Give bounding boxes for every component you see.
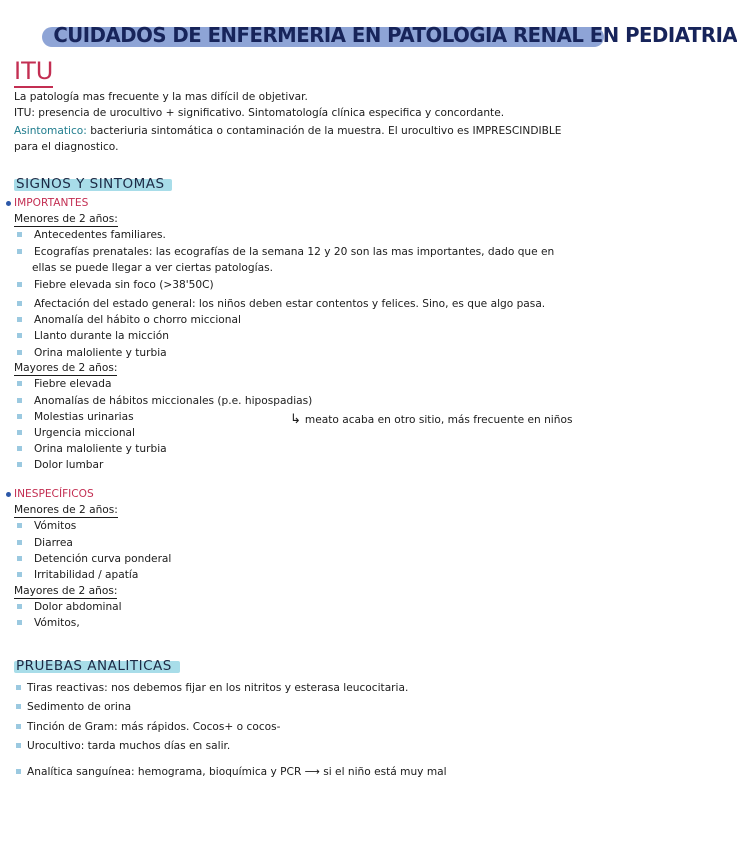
square-bullet-icon bbox=[17, 317, 22, 322]
square-bullet-icon bbox=[16, 724, 21, 729]
importantes-menores-label: Menores de 2 años: bbox=[14, 213, 118, 225]
list-item: Ecografías prenatales: las ecografías de la semana 12 y 20 son las mas importantes, dado que en bbox=[14, 245, 554, 260]
square-bullet-icon bbox=[16, 685, 21, 690]
itu-asintomatico-line bbox=[14, 124, 561, 139]
list-item: Fiebre elevada bbox=[14, 377, 111, 392]
list-item: Anomalía del hábito o chorro miccional bbox=[14, 313, 241, 328]
list-item: Urgencia miccional bbox=[14, 426, 135, 441]
list-item: Vómitos bbox=[14, 519, 76, 534]
page-title: CUIDADOS DE ENFERMERIA EN PATOLOGIA RENAL EN PEDIATRIA bbox=[53, 23, 737, 47]
square-bullet-icon bbox=[17, 556, 22, 561]
square-bullet-icon bbox=[17, 381, 22, 386]
square-bullet-icon bbox=[16, 769, 21, 774]
inespecificos-label: INESPECÍFICOS bbox=[6, 487, 94, 502]
square-bullet-icon bbox=[17, 232, 22, 237]
square-bullet-icon bbox=[17, 620, 22, 625]
list-item: Irritabilidad / apatía bbox=[14, 568, 138, 583]
list-item: Dolor lumbar bbox=[14, 458, 103, 473]
list-item: Orina maloliente y turbia bbox=[14, 442, 167, 457]
list-item: Analítica sanguínea: hemograma, bioquímica y PCR ⟶ si el niño está muy mal bbox=[14, 765, 447, 780]
square-bullet-icon bbox=[17, 333, 22, 338]
importantes-mayores-label: Mayores de 2 años: bbox=[14, 362, 118, 374]
square-bullet-icon bbox=[17, 462, 22, 467]
importantes-label: IMPORTANTES bbox=[6, 196, 88, 211]
page-title-block bbox=[42, 18, 737, 52]
list-item: Detención curva ponderal bbox=[14, 552, 171, 567]
square-bullet-icon bbox=[17, 414, 22, 419]
list-item: Dolor abdominal bbox=[14, 600, 122, 615]
square-bullet-icon bbox=[17, 572, 22, 577]
square-bullet-icon bbox=[17, 398, 22, 403]
list-item: Orina maloliente y turbia bbox=[14, 346, 167, 361]
bullet-dot-icon bbox=[6, 492, 11, 497]
square-bullet-icon bbox=[16, 704, 21, 709]
curved-arrow-icon: ↳ bbox=[290, 412, 301, 427]
list-item: Fiebre elevada sin foco (>38'50C) bbox=[14, 278, 214, 293]
list-item: Llanto durante la micción bbox=[14, 329, 169, 344]
list-item: Sedimento de orina bbox=[14, 700, 131, 715]
square-bullet-icon bbox=[17, 446, 22, 451]
list-item: Tiras reactivas: nos debemos fijar en los nitritos y esterasa leucocitaria. bbox=[14, 681, 408, 696]
itu-intro-line-2: ITU: presencia de urocultivo + significativo. Sintomatología clínica especifica y concordante. bbox=[14, 107, 505, 119]
inespecificos-mayores-label: Mayores de 2 años: bbox=[14, 585, 118, 597]
list-item: Antecedentes familiares. bbox=[14, 228, 166, 243]
itu-heading: ITU bbox=[14, 56, 53, 88]
pruebas-heading-block bbox=[14, 657, 172, 675]
square-bullet-icon bbox=[16, 743, 21, 748]
bullet-dot-icon bbox=[6, 201, 11, 206]
list-item: Diarrea bbox=[14, 536, 73, 551]
square-bullet-icon bbox=[17, 540, 22, 545]
square-bullet-icon bbox=[17, 604, 22, 609]
list-item: Tinción de Gram: más rápidos. Cocos+ o cocos- bbox=[14, 720, 280, 735]
list-item: Vómitos, bbox=[14, 616, 80, 631]
list-item: Urocultivo: tarda muchos días en salir. bbox=[14, 739, 230, 754]
square-bullet-icon bbox=[17, 249, 22, 254]
list-item: Anomalías de hábitos miccionales (p.e. hipospadias) bbox=[14, 394, 312, 409]
list-item-continuation: ellas se puede llegar a ver ciertas patologías. bbox=[32, 262, 273, 274]
hipospadias-note: ↳ meato acaba en otro sitio, más frecuente en niños bbox=[290, 412, 573, 427]
signos-heading-block bbox=[14, 175, 165, 193]
inespecificos-menores-label: Menores de 2 años: bbox=[14, 504, 118, 516]
itu-asintomatico-line-2: para el diagnostico. bbox=[14, 141, 119, 153]
list-item: Afectación del estado general: los niños deben estar contentos y felices. Sino, es que algo pasa. bbox=[14, 297, 545, 312]
list-item: Molestias urinarias bbox=[14, 410, 134, 425]
square-bullet-icon bbox=[17, 523, 22, 528]
asintomatico-text: bacteriuria sintomática o contaminación de la muestra. El urocultivo es IMPRESCINDIBLE bbox=[86, 125, 562, 137]
square-bullet-icon bbox=[17, 301, 22, 306]
itu-intro-line-1: La patología mas frecuente y la mas difícil de objetivar. bbox=[14, 91, 308, 103]
square-bullet-icon bbox=[17, 282, 22, 287]
square-bullet-icon bbox=[17, 430, 22, 435]
signos-heading: SIGNOS Y SINTOMAS bbox=[16, 176, 165, 192]
pruebas-heading: PRUEBAS ANALITICAS bbox=[16, 658, 172, 674]
square-bullet-icon bbox=[17, 350, 22, 355]
asintomatico-label: Asintomatico: bbox=[14, 125, 87, 137]
